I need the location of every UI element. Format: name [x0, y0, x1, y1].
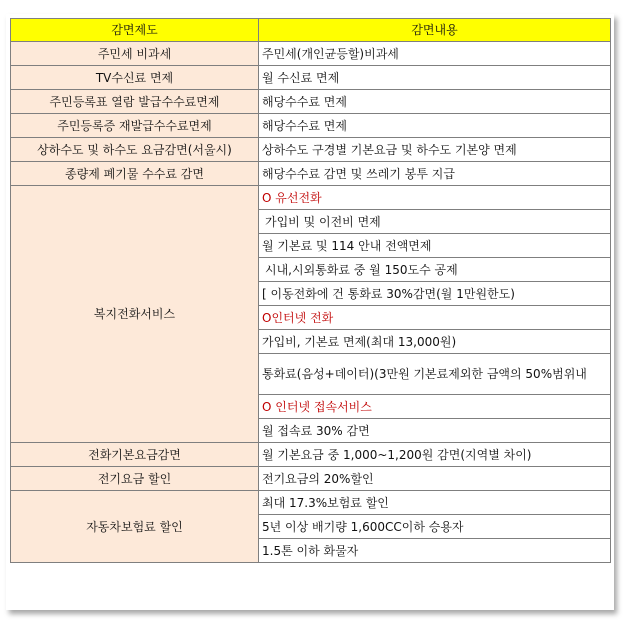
header-system: 감면제도 [11, 19, 259, 42]
row-value: 해당수수료 면제 [259, 114, 611, 138]
phone-item: 통화료(음성+데이터)(3만원 기본료제외한 금액의 50%범위내 [259, 354, 611, 395]
row-value: 전기요금의 20%할인 [259, 467, 611, 491]
phone-item: O 유선전화 [259, 186, 611, 210]
header-row [11, 19, 611, 42]
tax-reduction-table [10, 18, 611, 563]
table-row [11, 138, 611, 162]
phone-item: 시내,시외통화료 중 월 150도수 공제 [259, 258, 611, 282]
phone-item: O 인터넷 접속서비스 [259, 395, 611, 419]
car-item: 5년 이상 배기량 1,600CC이하 승용자 [259, 515, 611, 539]
row-label: 전기요금 할인 [11, 467, 259, 491]
row-label: 주민등록표 열람 발급수수료면제 [11, 90, 259, 114]
row-label: 주민등록증 재발급수수료면제 [11, 114, 259, 138]
header-content: 감면내용 [259, 19, 611, 42]
phone-item: 가입비 및 이전비 면제 [259, 210, 611, 234]
row-value: 상하수도 구경별 기본요금 및 하수도 기본양 면제 [259, 138, 611, 162]
row-label: 전화기본요금감면 [11, 443, 259, 467]
phone-item: 월 기본료 및 114 안내 전액면제 [259, 234, 611, 258]
row-label: 종량제 폐기물 수수료 감면 [11, 162, 259, 186]
row-value: 월 수신료 면제 [259, 66, 611, 90]
phone-item: O인터넷 전화 [259, 306, 611, 330]
table-row [11, 186, 611, 210]
car-item: 최대 17.3%보험료 할인 [259, 491, 611, 515]
row-label: TV수신료 면제 [11, 66, 259, 90]
table-row [11, 90, 611, 114]
table-frame [6, 14, 614, 610]
table-row [11, 114, 611, 138]
phone-service-label: 복지전화서비스 [11, 186, 259, 443]
row-value: 해당수수료 면제 [259, 90, 611, 114]
table-row [11, 467, 611, 491]
phone-item: 월 접속료 30% 감면 [259, 419, 611, 443]
table-row [11, 42, 611, 66]
phone-item: [ 이동전화에 건 통화료 30%감면(월 1만원한도) [259, 282, 611, 306]
table-row [11, 162, 611, 186]
row-value: 주민세(개인균등할)비과세 [259, 42, 611, 66]
row-label: 상하수도 및 하수도 요금감면(서울시) [11, 138, 259, 162]
row-value: 해당수수료 감면 및 쓰레기 봉투 지급 [259, 162, 611, 186]
table-row [11, 491, 611, 515]
table-row [11, 66, 611, 90]
car-insurance-label: 자동차보험료 할인 [11, 491, 259, 563]
car-item: 1.5톤 이하 화물자 [259, 539, 611, 563]
row-label: 주민세 비과세 [11, 42, 259, 66]
phone-item: 가입비, 기본료 면제(최대 13,000원) [259, 330, 611, 354]
table-row [11, 443, 611, 467]
row-value: 월 기본요금 중 1,000~1,200원 감면(지역별 차이) [259, 443, 611, 467]
